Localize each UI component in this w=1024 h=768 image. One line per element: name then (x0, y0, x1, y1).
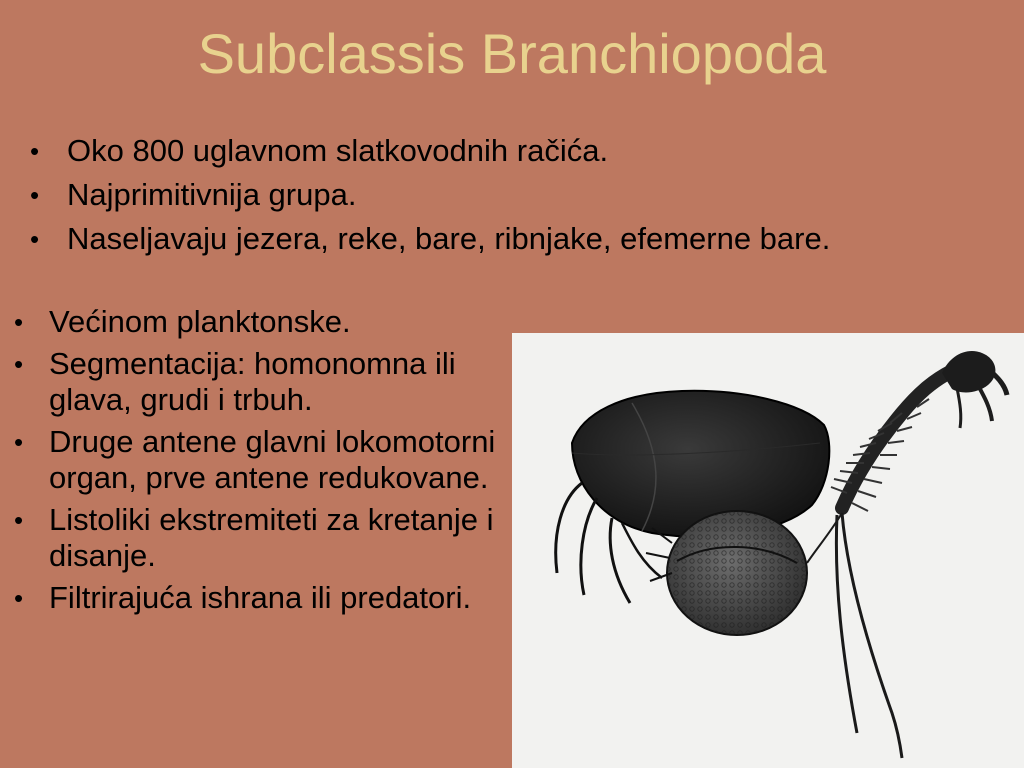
bullet-icon: • (30, 180, 40, 210)
bullet-text: Oko 800 uglavnom slatkovodnih račića. (67, 133, 609, 168)
fairy-shrimp (807, 351, 1007, 758)
bullet-icon: • (30, 136, 40, 166)
bullet-text: Filtrirajuća ishrana ili predatori. (49, 580, 472, 615)
bullet-item (8, 502, 508, 574)
bullet-item (8, 580, 508, 616)
bullet-item (8, 304, 508, 340)
bullet-item (24, 129, 1004, 173)
bullet-item (8, 346, 508, 418)
bullet-icon: • (14, 349, 24, 379)
bullet-icon: • (14, 505, 24, 535)
bullet-text: Druge antene glavni lokomotorni organ, prve antene redukovane. (49, 424, 496, 495)
bullet-icon: • (14, 583, 24, 613)
bullet-icon: • (14, 427, 24, 457)
bullet-text: Najprimitivnija grupa. (67, 177, 357, 212)
slide-title: Subclassis Branchiopoda (197, 22, 827, 85)
bullet-text: Segmentacija: homonomna ili glava, grudi i trbuh. (49, 346, 456, 417)
bullet-text: Listoliki ekstremiteti za kretanje i disanje. (49, 502, 494, 573)
bullet-icon: • (14, 307, 24, 337)
bullet-item (24, 173, 1004, 217)
branchiopoda-illustration (512, 333, 1024, 768)
bullet-item (8, 424, 508, 496)
bullet-text: Naseljavaju jezera, reke, bare, ribnjake, efemerne bare. (67, 221, 831, 256)
crustacean-drawing (512, 333, 1024, 768)
bottom-bullet-list (8, 304, 508, 622)
bullet-item (24, 217, 1004, 261)
top-bullet-list (24, 129, 1004, 261)
bullet-icon: • (30, 224, 40, 254)
bullet-text: Većinom planktonske. (49, 304, 351, 339)
